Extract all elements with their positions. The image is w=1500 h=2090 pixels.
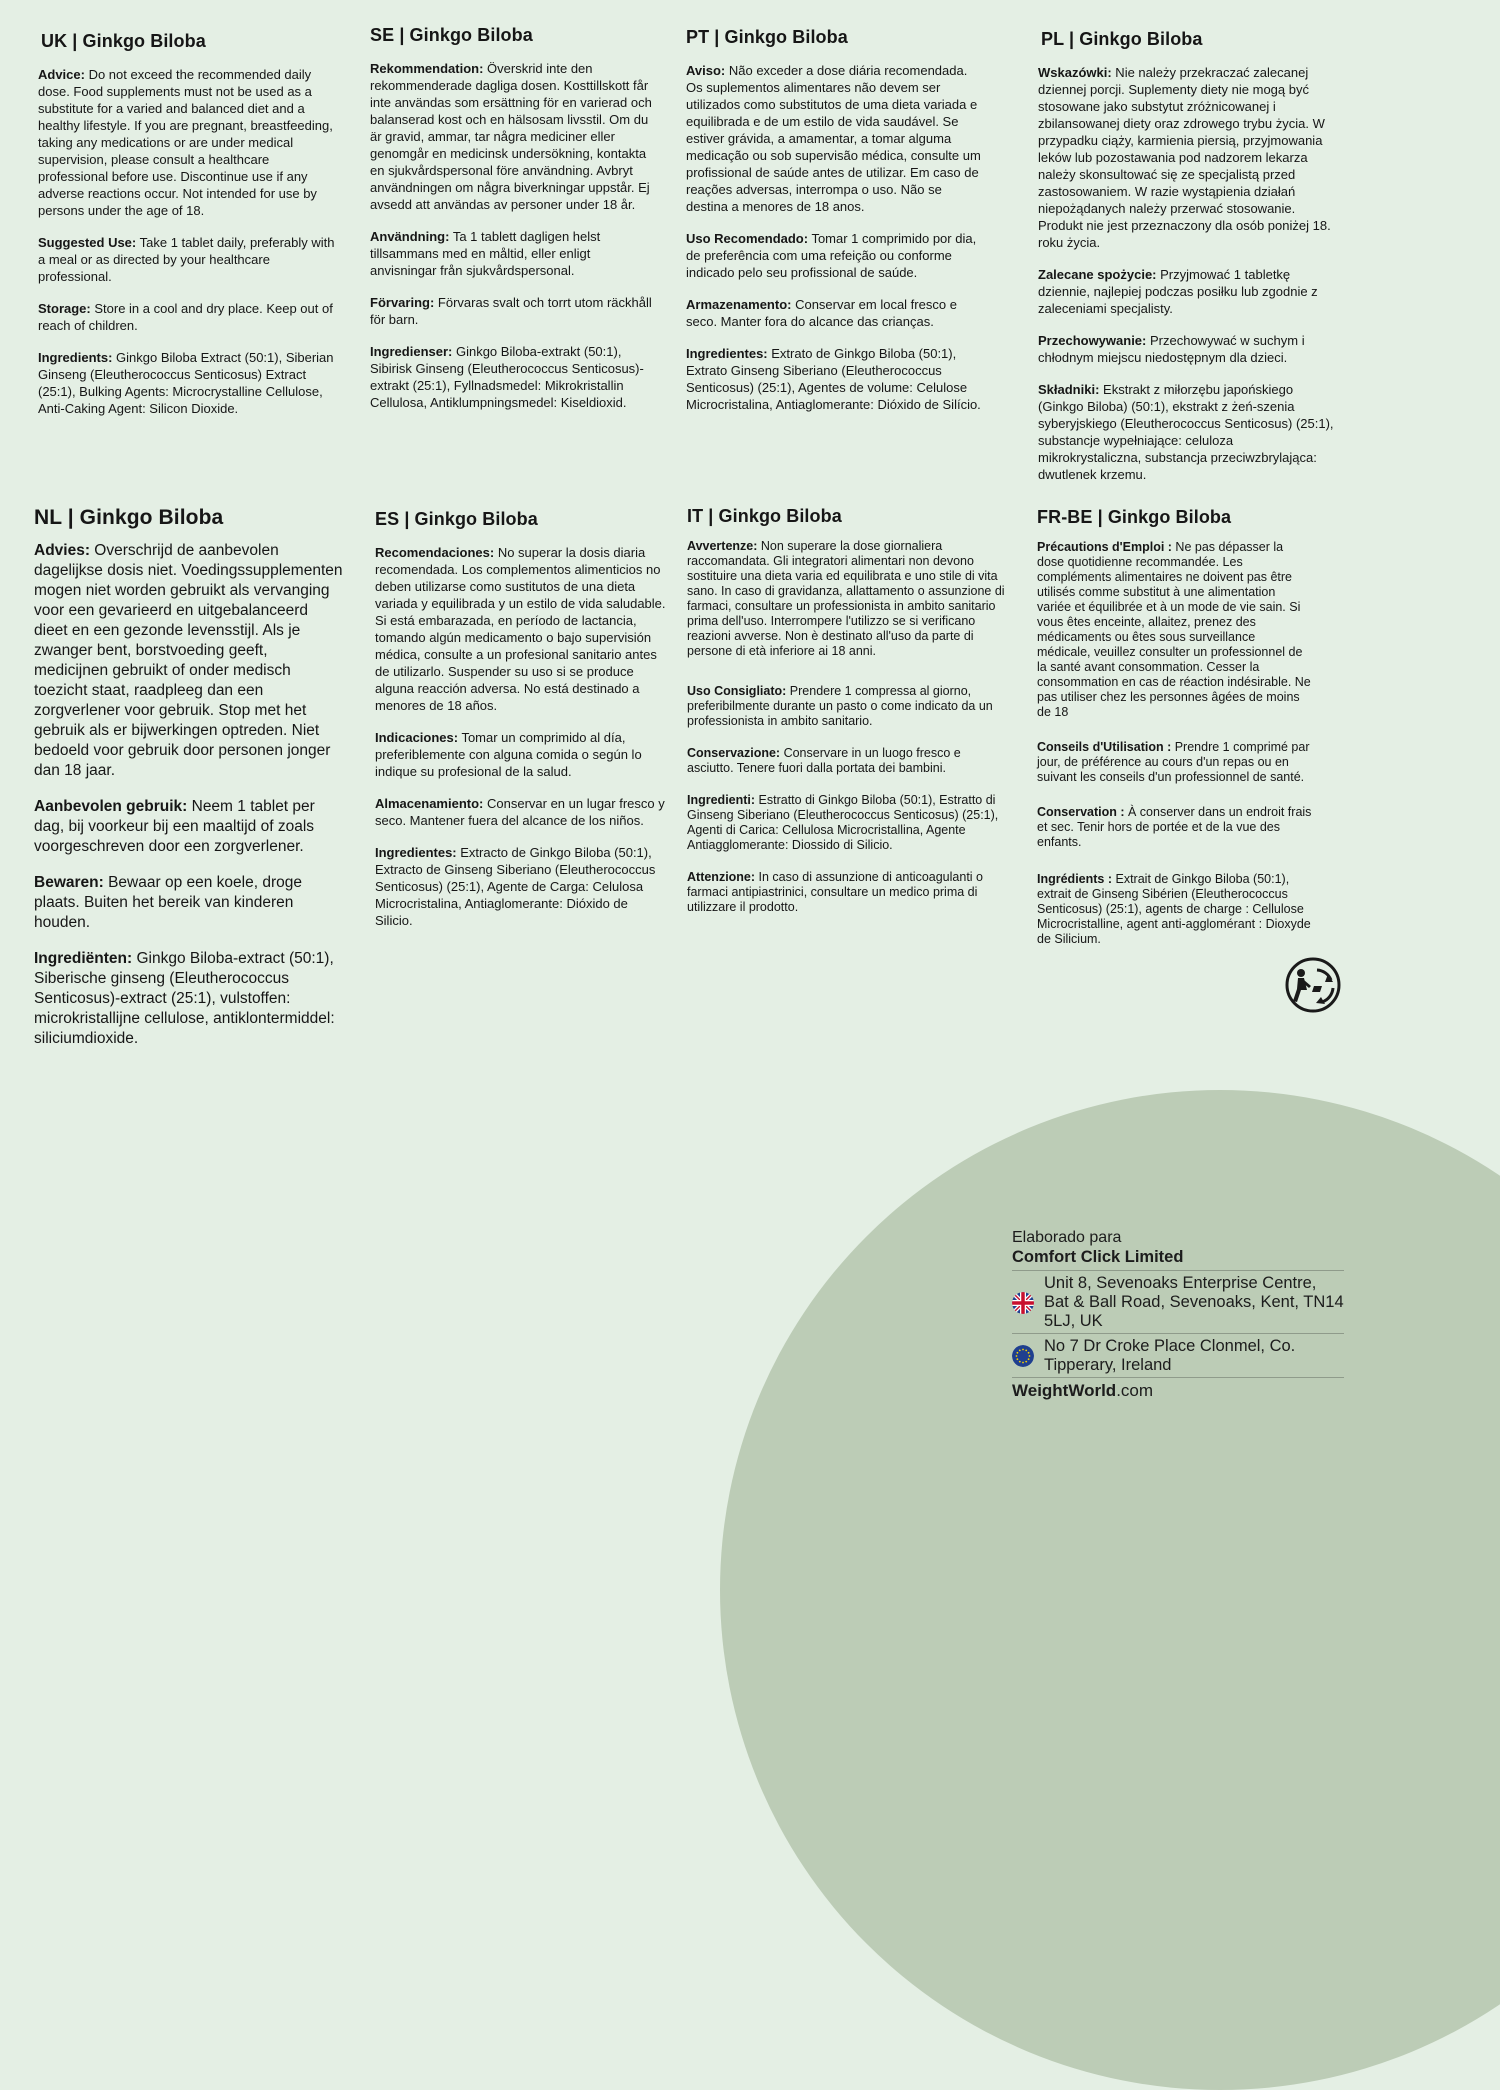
- section-pt: [686, 26, 986, 428]
- ingredients-paragraph: [375, 844, 667, 929]
- section-se: [370, 24, 652, 426]
- use-paragraph: [1037, 740, 1312, 785]
- section-title: NL | Ginkgo Biloba: [34, 506, 224, 529]
- ingredients-label: Ingredienti:: [687, 793, 756, 807]
- ingredients-paragraph: [38, 349, 338, 417]
- ingredients-paragraph: [687, 793, 1005, 853]
- advice-label: Advice:: [38, 67, 85, 82]
- ingredients-label: Ingrédients :: [1037, 872, 1113, 886]
- storage-text: Store in a cool and dry place. Keep out of reach of children.: [38, 301, 333, 333]
- storage-paragraph: [370, 294, 652, 328]
- use-paragraph: [370, 228, 652, 279]
- ie-address: No 7 Dr Croke Place Clonmel, Co. Tipperary, Ireland: [1044, 1337, 1296, 1374]
- section-it: [687, 505, 1005, 932]
- ingredients-text: Ginkgo Biloba-extract (50:1), Siberische ginseng (Eleutherococcus Senticosus)-extract (25:1), vulstoffen: microkristallijne cellulose, antiklontermiddel: siliciumdioxide.: [34, 950, 335, 1047]
- company-name: Comfort Click Limited: [1012, 1248, 1184, 1266]
- advice-label: Advies:: [34, 542, 90, 559]
- advice-paragraph: [686, 62, 986, 215]
- storage-label: Armazenamento:: [686, 297, 792, 312]
- advice-label: Recomendaciones:: [375, 545, 495, 560]
- ingredients-label: Ingredienser:: [370, 344, 453, 359]
- ingredients-label: Ingredientes:: [686, 346, 768, 361]
- made-for-label: Elaborado para: [1012, 1229, 1122, 1246]
- ingredients-text: Extrait de Ginkgo Biloba (50:1), extrait de Ginseng Sibérien (Eleutherococcus Senticosus) (25:1), agents de charge : Cellulose Microcristalline, agent anti-agglomérant : Dioxyde de Silicium.: [1037, 872, 1311, 946]
- advice-label: Rekommendation:: [370, 61, 484, 76]
- ingredients-paragraph: [1037, 872, 1312, 947]
- storage-text: À conserver dans un endroit frais et sec. Tenir hors de portée et de la vue des enfants.: [1037, 805, 1312, 849]
- advice-paragraph: [34, 541, 344, 781]
- advice-text: Do not exceed the recommended daily dose. Food supplements must not be used as a substitute for a varied and balanced diet and a healthy lifestyle. If you are pregnant, breastfeeding, taking any medications or are under medical supervision, please consult a healthcare professional before use. Discontinue use if any adverse reactions occur. Not intended for use by persons under the age of 18.: [38, 67, 333, 218]
- warning-text: In caso di assunzione di anticoagulanti o farmaci antipiastrinici, consultare un medico prima di utilizzare il prodotto.: [687, 870, 983, 914]
- use-text: Neem 1 tablet per dag, bij voorkeur bij een maaltijd of zoals voorgeschreven door een zorgverlener.: [34, 798, 315, 855]
- storage-text: Przechowywać w suchym i chłodnym miejscu niedostępnym dla dzieci.: [1038, 333, 1305, 365]
- website: [1012, 1377, 1344, 1401]
- ingredients-text: Estratto di Ginkgo Biloba (50:1), Estratto di Ginseng Siberiano (Eleutherococcus Senticosus) (25:1), Agenti di Carica: Cellulosa Microcristallina, Agente Antiagglomerante: Diossido di Silicio.: [687, 793, 999, 852]
- advice-paragraph: [687, 539, 1005, 659]
- storage-text: Conservar em local fresco e seco. Manter fora do alcance das crianças.: [686, 297, 957, 329]
- ingredients-text: Extrato de Ginkgo Biloba (50:1), Extrato Ginseng Siberiano (Eleutherococcus Senticosus) (25:1), Agentes de volume: Celulose Microcristalina, Antiaglomerante: Dióxido de Silício.: [686, 346, 981, 412]
- use-paragraph: [34, 797, 344, 857]
- section-title: FR-BE | Ginkgo Biloba: [1037, 507, 1232, 527]
- storage-label: Conservation :: [1037, 805, 1125, 819]
- storage-paragraph: [1038, 332, 1338, 366]
- website-tld: .com: [1116, 1381, 1154, 1400]
- advice-text: Não exceder a dose diária recomendada. Os suplementos alimentares não devem ser utilizados como substitutos de uma dieta variada e equilibrada e de um estilo de vida saudável. Se estiver grávida, a amamentar, a tomar alguma medicação ou sob supervisão médica, consulte um profissional de saúde antes de utilizar. Em caso de reações adversas, interrompa o uso. Não se destina a menores de 18 anos.: [686, 63, 981, 214]
- uk-address: Unit 8, Sevenoaks Enterprise Centre, Bat & Ball Road, Sevenoaks, Kent, TN14 5LJ, UK: [1044, 1274, 1344, 1330]
- ingredients-label: Ingrediënten:: [34, 950, 133, 967]
- ingredients-text: Ekstrakt z miłorzębu japońskiego (Ginkgo Biloba) (50:1), ekstrakt z żeń-szenia syberyjskiego (Eleutherococcus Senticosus) (25:1), substancje wypełniające: celuloza mikrokrystaliczna, substancja przeciwzbrylająca: dwutlenek krzemu.: [1038, 382, 1334, 482]
- use-paragraph: [375, 729, 667, 780]
- uk-address-row: [1012, 1270, 1344, 1333]
- advice-label: Précautions d'Emploi :: [1037, 540, 1172, 554]
- use-label: Conseils d'Utilisation :: [1037, 740, 1172, 754]
- storage-text: Bewaar op een koele, droge plaats. Buiten het bereik van kinderen houden.: [34, 874, 302, 931]
- use-label: Uso Consigliato:: [687, 684, 787, 698]
- eu-flag-icon: [1012, 1345, 1034, 1367]
- use-paragraph: [686, 230, 986, 281]
- advice-text: Nie należy przekraczać zalecanej dziennej porcji. Suplementy diety nie mogą być stosowane jako substytut zróżnicowanej i zbilansowanej diety oraz zdrowego trybu życia. W przypadku ciąży, karmienia piersią, przyjmowania leków lub pozostawania pod nadzorem lekarza należy skonsultować się ze specjalistą przed zastosowaniem. W razie wystąpienia działań niepożądanych należy przerwać stosowanie. Produkt nie jest przeznaczony dla osób poniżej 18. roku życia.: [1038, 65, 1331, 250]
- storage-text: Conservare in un luogo fresco e asciutto. Tenere fuori dalla portata dei bambini.: [687, 746, 961, 775]
- advice-text: No superar la dosis diaria recomendada. Los complementos alimenticios no deben utilizarse como sustitutos de una dieta variada y equilibrada y un estilo de vida saludable. Si está embarazada, en período de lactancia, tomando algún medicamento o bajo supervisión médica, consulte a un profesional sanitario antes de utilizarlo. Suspender su uso si se produce alguna reacción adversa. No está destinado a menores de 18 años.: [375, 545, 666, 713]
- use-text: Tomar 1 comprimido por dia, de preferência com uma refeição ou conforme indicado pelo seu profissional de saúde.: [686, 231, 977, 280]
- advice-paragraph: [375, 544, 667, 714]
- triman-recycle-icon: [1284, 956, 1342, 1014]
- section-title: PT | Ginkgo Biloba: [686, 27, 848, 47]
- ingredients-label: Ingredientes:: [375, 845, 457, 860]
- use-label: Suggested Use:: [38, 235, 137, 250]
- use-text: Tomar un comprimido al día, preferiblemente con alguna comida o según lo indique su profesional de la salud.: [375, 730, 642, 779]
- use-text: Przyjmować 1 tabletkę dziennie, najlepiej podczas posiłku lub zgodnie z zaleceniami specjalisty.: [1038, 267, 1318, 316]
- section-title: IT | Ginkgo Biloba: [687, 506, 842, 526]
- ingredients-label: Ingredients:: [38, 350, 113, 365]
- storage-label: Bewaren:: [34, 874, 104, 891]
- section-es: [375, 508, 667, 944]
- storage-label: Almacenamiento:: [375, 796, 484, 811]
- advice-paragraph: [38, 66, 338, 219]
- section-nl: [34, 505, 344, 1065]
- advice-label: Wskazówki:: [1038, 65, 1112, 80]
- use-paragraph: [38, 234, 338, 285]
- storage-paragraph: [687, 746, 1005, 776]
- section-title: SE | Ginkgo Biloba: [370, 25, 533, 45]
- use-text: Take 1 tablet daily, preferably with a meal or as directed by your healthcare professional.: [38, 235, 335, 284]
- use-label: Zalecane spożycie:: [1038, 267, 1157, 282]
- advice-paragraph: [370, 60, 652, 213]
- storage-text: Conservar en un lugar fresco y seco. Mantener fuera del alcance de los niños.: [375, 796, 665, 828]
- section-title: ES | Ginkgo Biloba: [375, 509, 538, 529]
- ie-address-row: [1012, 1333, 1344, 1377]
- section-fr-be: [1037, 506, 1312, 964]
- ingredients-text: Ginkgo Biloba Extract (50:1), Siberian Ginseng (Eleutherococcus Senticosus) Extract (25:1), Bulking Agents: Microcrystalline Cellulose, Anti-Caking Agent: Silicon Dioxide.: [38, 350, 334, 416]
- warning-label: Attenzione:: [687, 870, 756, 884]
- storage-label: Conservazione:: [687, 746, 781, 760]
- storage-paragraph: [38, 300, 338, 334]
- section-title: UK | Ginkgo Biloba: [41, 31, 206, 51]
- advice-text: Överskrid inte den rekommenderade dagliga dosen. Kosttillskott får inte användas som ersättning för en varierad och balanserad kost och en hälsosam livsstil. Om du är gravid, ammar, tar några mediciner eller genomgår en medicinsk undersökning, kontakta en sjukvårdspersonal före användning. Avbryt användningen om några biverkningar uppstår. Ej avsedd att användas av personer under 18 år.: [370, 61, 652, 212]
- advice-text: Ne pas dépasser la dose quotidienne recommandée. Les compléments alimentaires ne doivent pas être utilisés comme substitut à une alimentation variée et équilibrée et à un mode de vie sain. Si vous êtes enceinte, allaitez, prenez des médicaments ou êtes sous surveillance médicale, veuillez consulter un professionnel de la santé avant consommation. Cesser la consommation en cas de réaction indésirable. Ne pas utiliser chez les personnes âgées de moins de 18: [1037, 540, 1311, 719]
- warning-paragraph: [687, 870, 1005, 915]
- advice-label: Avvertenze:: [687, 539, 758, 553]
- use-text: Prendre 1 comprimé par jour, de préférence au cours d'un repas ou en suivant les conseils d'un professionnel de santé.: [1037, 740, 1310, 784]
- ingredients-paragraph: [1038, 381, 1338, 483]
- ingredients-paragraph: [34, 949, 344, 1049]
- use-paragraph: [1038, 266, 1338, 317]
- advice-label: Aviso:: [686, 63, 726, 78]
- uk-flag-icon: [1012, 1292, 1034, 1314]
- ingredients-paragraph: [686, 345, 986, 413]
- use-text: Ta 1 tablett dagligen helst tillsammans med en måltid, eller enligt anvisningar från sjukvårdspersonal.: [370, 229, 601, 278]
- ingredients-text: Ginkgo Biloba-extrakt (50:1), Sibirisk Ginseng (Eleutherococcus Senticosus)-extrakt (25:1), Fyllnadsmedel: Mikrokristallin Cellulosa, Antiklumpningsmedel: Kiseldioxid.: [370, 344, 644, 410]
- section-pl: [1038, 28, 1338, 498]
- advice-paragraph: [1037, 540, 1312, 720]
- ingredients-label: Składniki:: [1038, 382, 1100, 397]
- storage-paragraph: [686, 296, 986, 330]
- manufacturer-block: [1012, 1228, 1344, 1401]
- use-text: Prendere 1 compressa al giorno, preferibilmente durante un pasto o come indicato da un professionista in ambito sanitario.: [687, 684, 993, 728]
- use-label: Aanbevolen gebruik:: [34, 798, 188, 815]
- storage-label: Przechowywanie:: [1038, 333, 1147, 348]
- storage-label: Storage:: [38, 301, 91, 316]
- section-title: PL | Ginkgo Biloba: [1041, 29, 1203, 49]
- use-label: Uso Recomendado:: [686, 231, 809, 246]
- advice-text: Non superare la dose giornaliera raccomandata. Gli integratori alimentari non devono sostituire una dieta varia ed equilibrata e uno stile di vita sano. In caso di gravidanza, allattamento o assunzione di farmaci, consultare un professionista in ambito sanitario prima dell'uso. Interrompere l'utilizzo se si verificano reazioni avverse. Non è destinato all'uso da parte di persone di età inferiore ai 18 anni.: [687, 539, 1005, 658]
- storage-paragraph: [1037, 805, 1312, 850]
- storage-label: Förvaring:: [370, 295, 435, 310]
- advice-text: Overschrijd de aanbevolen dagelijkse dosis niet. Voedingssupplementen mogen niet worden gebruikt als vervanging voor een gevarieerd en uitgebalanceerd dieet en een gezonde levensstijl. Als je zwanger bent, borstvoeding geeft, medicijnen gebruikt of onder medisch toezicht staat, raadpleeg dan een zorgverlener voor gebruik. Stop met het gebruik als er bijwerkingen optreden. Niet bedoeld voor gebruik door personen jonger dan 18 jaar.: [34, 542, 343, 779]
- website-brand: WeightWorld: [1012, 1381, 1117, 1400]
- advice-paragraph: [1038, 64, 1338, 251]
- section-uk: [38, 30, 338, 432]
- use-paragraph: [687, 684, 1005, 729]
- storage-text: Förvaras svalt och torrt utom räckhåll för barn.: [370, 295, 652, 327]
- use-label: Användning:: [370, 229, 450, 244]
- storage-paragraph: [375, 795, 667, 829]
- ingredients-paragraph: [370, 343, 652, 411]
- use-label: Indicaciones:: [375, 730, 459, 745]
- ingredients-text: Extracto de Ginkgo Biloba (50:1), Extracto de Ginseng Siberiano (Eleutherococcus Senticosus) (25:1), Agente de Carga: Celulosa Microcristalina, Antiaglomerante: Dióxido de Silicio.: [375, 845, 656, 928]
- storage-paragraph: [34, 873, 344, 933]
